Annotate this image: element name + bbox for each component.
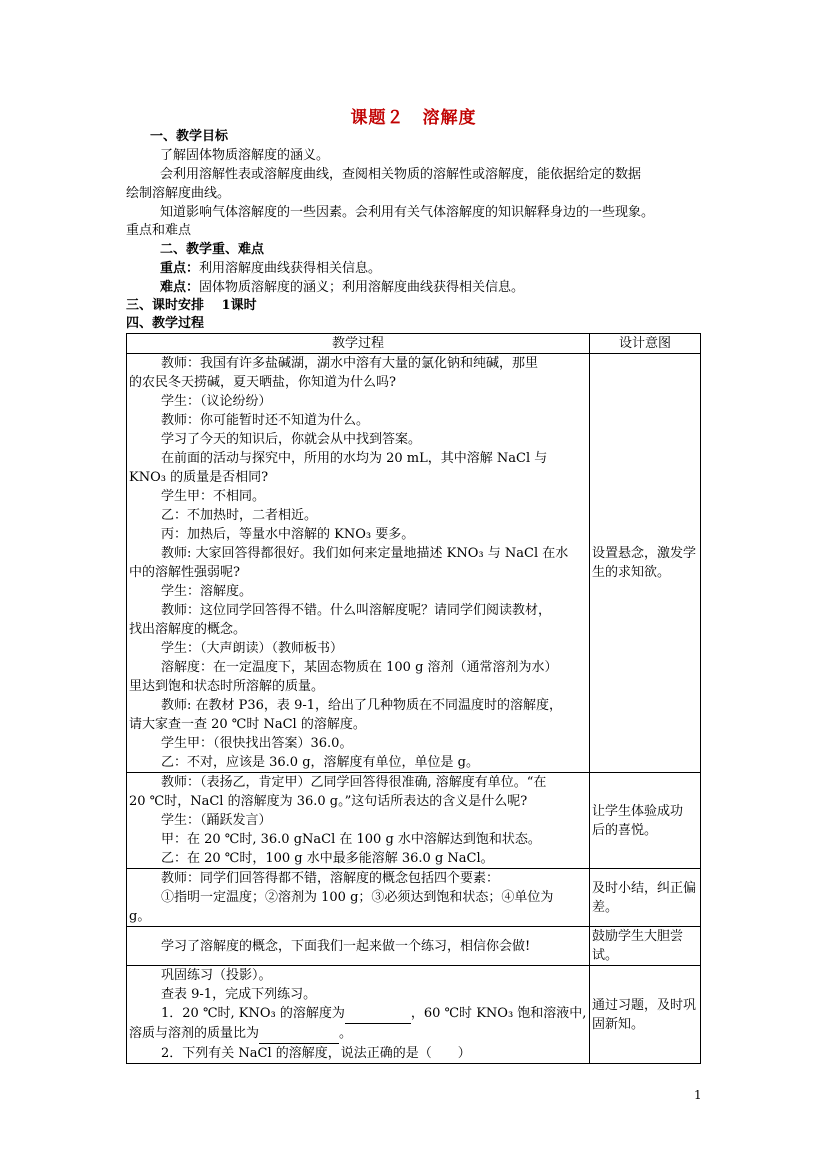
answer-blank[interactable]	[259, 1024, 339, 1044]
text-line: 教师：我国有许多盐碱湖，湖水中溶有大量的氯化钠和纯碱，那里	[161, 356, 539, 371]
objective-2a: 会利用溶解性表或溶解度曲线，查阅相关物质的溶解性或溶解度，能依据给定的数据	[160, 167, 642, 182]
section-1-heading: 一、教学目标	[150, 129, 229, 144]
page-number: 1	[694, 1088, 702, 1102]
table-row	[127, 927, 701, 966]
text-line: 20 ℃时，NaCl 的溶解度为 36.0 g。”这句话所表达的含义是什么呢?	[129, 794, 528, 809]
exercise-1-text: 1．20 ℃时, KNO₃ 的溶解度为	[161, 1006, 345, 1021]
text-line: g。	[129, 909, 151, 924]
intent-line: 通过习题，及时巩	[592, 997, 697, 1013]
text-line: KNO₃ 的质量是否相同?	[129, 470, 269, 485]
objective-3: 知道影响气体溶解度的一些因素。会利用有关气体溶解度的知识解释身边的一些现象。	[160, 205, 655, 220]
title-lesson: 课题２	[350, 108, 405, 128]
intent-cell-5	[590, 966, 701, 1064]
process-cell-5	[127, 966, 590, 1064]
text-line: 乙：在 20 ℃时，100 g 水中最多能溶解 36.0 g NaCl。	[161, 851, 494, 866]
intent-line: 后的喜悦。	[592, 822, 658, 838]
difficult-point-label: 难点：	[160, 280, 200, 295]
text-line: ①指明一定温度；②溶剂为 100 g；③必须达到饱和状态；④单位为	[161, 890, 554, 905]
text-line: 的农民冬天捞碱，夏天晒盐，你知道为什么吗?	[129, 375, 396, 390]
table-header-row	[127, 334, 701, 354]
objective-4: 重点和难点	[126, 223, 192, 238]
answer-blank[interactable]	[345, 1004, 411, 1024]
text-line: 乙：不对，应该是 36.0 g，溶解度有单位，单位是 g。	[161, 755, 479, 770]
text-line: 教师: 大家回答得都很好。我们如何来定量地描述 KNO₃ 与 NaCl 在水	[161, 546, 569, 561]
key-point-label: 重点：	[160, 261, 200, 276]
text-line: 学生甲：不相同。	[161, 489, 266, 504]
text-line: 学生：（大声朗读）（教师板书）	[161, 641, 344, 656]
difficult-point-text: 固体物质溶解度的涵义；利用溶解度曲线获得相关信息。	[199, 280, 525, 295]
intent-cell-4	[590, 927, 701, 966]
text-line: 溶解度：在一定温度下，某固态物质在 100 g 溶剂（通常溶剂为水）	[161, 660, 558, 675]
intent-line: 鼓励学生大胆尝	[592, 929, 684, 944]
table-row	[127, 773, 701, 869]
difficult-point	[160, 279, 524, 297]
text-line: 丙：加热后，等量水中溶解的 KNO₃ 要多。	[161, 527, 415, 542]
intent-line: 试。	[592, 948, 619, 963]
text-line: 学生：（踊跃发言）	[161, 813, 272, 828]
text-line: 在前面的活动与探究中，所用的水均为 20 mL，其中溶解 NaCl 与	[161, 451, 548, 466]
process-cell-4	[127, 927, 590, 966]
section-3-heading: 三、课时安排 1课时	[126, 298, 257, 313]
text-line: 学生：溶解度。	[161, 584, 253, 599]
process-cell-2	[127, 773, 590, 869]
exercise-1-text-cont: ，60 ℃时 KNO₃ 饱和溶液中,	[410, 1006, 587, 1021]
exercise-2-text: 2．下列有关 NaCl 的溶解度，说法正确的是（ ）	[161, 1046, 471, 1061]
exercise-1-line	[127, 1004, 589, 1024]
intent-line: 及时小结，纠正偏	[592, 880, 697, 896]
text-line: 学生：（议论纷纷）	[161, 394, 272, 409]
header-process: 教学过程	[127, 334, 590, 354]
process-cell-3	[127, 869, 590, 927]
text-line: 学生甲：（很快找出答案）36.0。	[161, 736, 353, 751]
text-line: 乙：不加热时，二者相近。	[161, 508, 318, 523]
exercise-1-line-2	[127, 1024, 589, 1044]
text-line: 教师：你可能暂时还不知道为什么。	[161, 413, 370, 428]
text-line: 教师: 在教材 P36，表 9-1，给出了几种物质在不同温度时的溶解度，	[161, 698, 563, 713]
text-line: 巩固练习（投影）。	[161, 968, 272, 983]
intent-line: 设置悬念，激发学	[592, 546, 697, 561]
text-line: 里达到饱和状态时所溶解的质量。	[129, 679, 325, 694]
text-line: 学习了今天的知识后，你就会从中找到答案。	[161, 432, 422, 447]
intent-line: 让学生体验成功	[592, 803, 684, 819]
intent-line: 生的求知欲。	[592, 565, 671, 580]
text-line: 甲：在 20 ℃时, 36.0 gNaCl 在 100 g 水中溶解达到饱和状态。	[161, 832, 541, 847]
section-2-heading: 二、教学重、难点	[160, 242, 265, 257]
table-row	[127, 966, 701, 1064]
exercise-1-text-2: 溶质与溶剂的质量比为	[129, 1026, 260, 1041]
teaching-process-table	[126, 333, 701, 1064]
intent-cell-1	[590, 354, 701, 773]
text-line: 教师：这位同学回答得不错。什么叫溶解度呢？请同学们阅读教材，	[161, 603, 552, 618]
intent-cell-2	[590, 773, 701, 869]
page-title	[0, 103, 827, 128]
table-row	[127, 869, 701, 927]
objective-1: 了解固体物质溶解度的涵义。	[160, 148, 330, 163]
title-topic: 溶解度	[422, 108, 477, 128]
exercise-1-text-end: 。	[339, 1026, 353, 1041]
text-line: 教师：（表扬乙，肯定甲）乙同学回答得很准确, 溶解度有单位。“在	[161, 775, 547, 790]
intent-cell-3	[590, 869, 701, 927]
text-line: 查表 9-1，完成下列练习。	[161, 987, 317, 1002]
key-point-text: 利用溶解度曲线获得相关信息。	[199, 261, 382, 276]
text-line: 学习了溶解度的概念，下面我们一起来做一个练习，相信你会做!	[161, 938, 531, 954]
section-4-heading: 四、教学过程	[126, 316, 205, 331]
text-line: 教师：同学们回答得都不错，溶解度的概念包括四个要素：	[161, 871, 500, 886]
intent-line: 固新知。	[592, 1016, 645, 1032]
intent-line: 差。	[592, 899, 619, 915]
table-row	[127, 354, 701, 773]
text-line: 中的溶解性强弱呢?	[129, 565, 240, 580]
header-intent: 设计意图	[590, 334, 701, 354]
key-point	[160, 260, 381, 278]
objective-2b: 绘制溶解度曲线。	[126, 186, 231, 201]
text-line: 找出溶解度的概念。	[129, 622, 247, 637]
process-cell-1	[127, 354, 590, 773]
text-line: 请大家查一查 20 ℃时 NaCl 的溶解度。	[129, 717, 366, 732]
